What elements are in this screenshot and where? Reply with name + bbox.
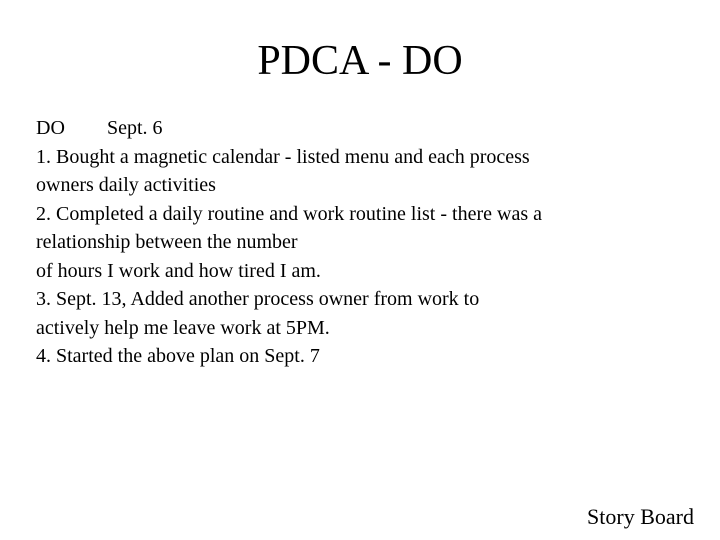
body-line-2: owners daily activities [36, 174, 216, 196]
slide-title: PDCA - DO [257, 38, 463, 84]
body-line-4: relationship between the number [36, 231, 298, 253]
body-line-1: 1. Bought a magnetic calendar - listed menu and each process [36, 145, 530, 168]
do-heading-line [36, 114, 696, 143]
body-line-7: actively help me leave work at 5PM. [36, 316, 330, 339]
body-line-8: 4. Started the above plan on Sept. 7 [36, 345, 320, 367]
slide-body [36, 114, 696, 371]
footer-story-board: Story Board [587, 504, 694, 529]
body-line-5: of hours I work and how tired I am. [36, 259, 321, 282]
do-label: DO [36, 117, 65, 139]
body-line-6: 3. Sept. 13, Added another process owner from work to [36, 288, 480, 310]
do-date: Sept. 6 [107, 117, 163, 139]
body-line-3: 2. Completed a daily routine and work routine list - there was a [36, 202, 542, 225]
